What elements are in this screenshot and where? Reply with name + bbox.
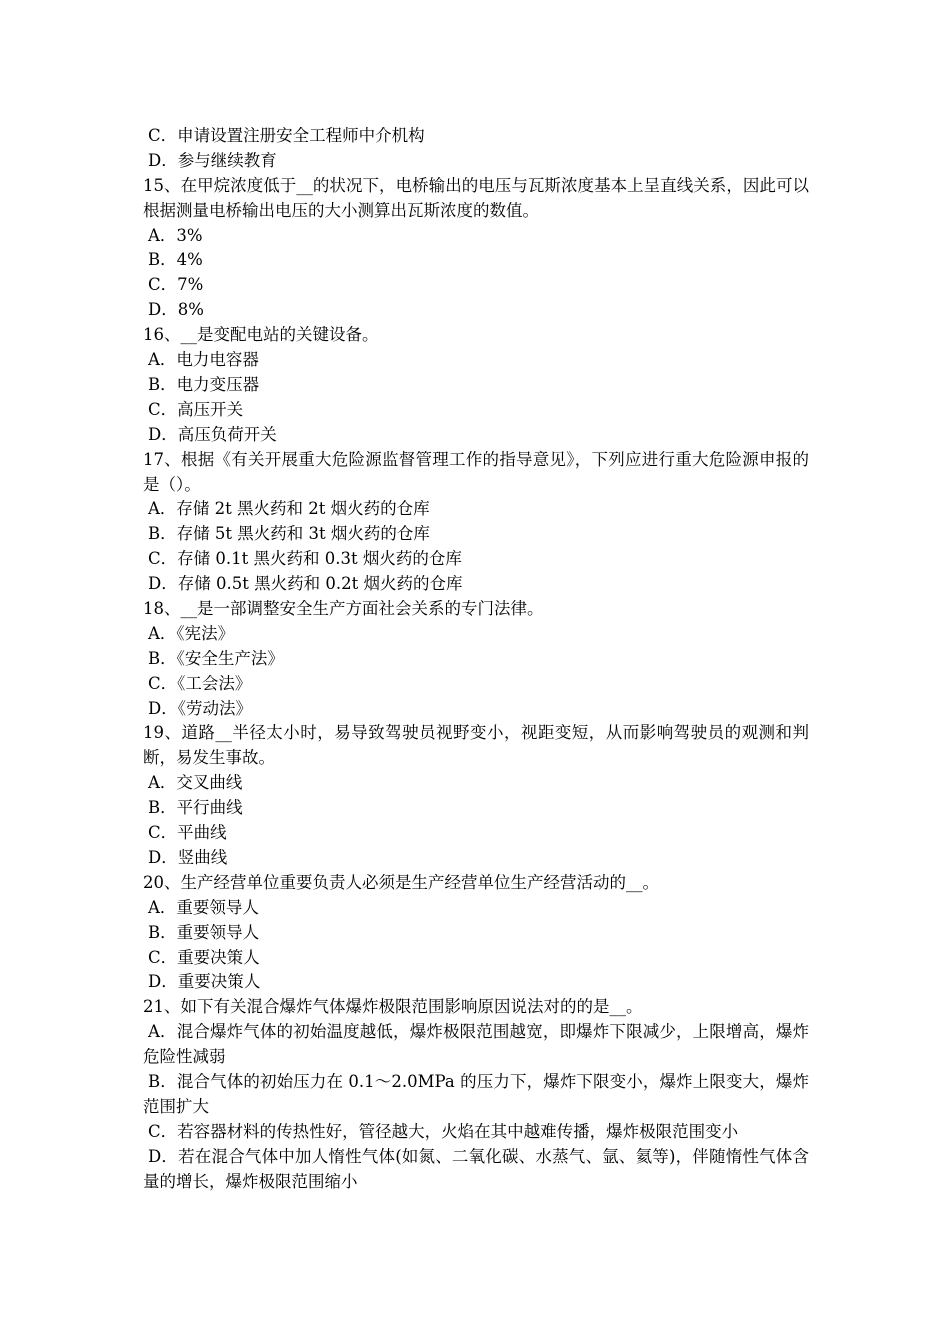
option-line: A．《宪法》	[148, 623, 235, 643]
question-16: 16、__是变配电站的关键设备。	[143, 325, 379, 345]
option-line: C．重要决策人	[148, 947, 260, 967]
option-line: B．存储 5t 黑火药和 3t 烟火药的仓库	[148, 524, 430, 544]
option-line: B．平行曲线	[148, 798, 243, 818]
option-line: D．竖曲线	[148, 847, 228, 867]
question-20: 20、生产经营单位重要负责人必须是生产经营单位生产经营活动的__。	[143, 872, 659, 892]
option-line: D．高压负荷开关	[148, 424, 277, 444]
option-line: D．8%	[148, 300, 204, 320]
option-line: A．混合爆炸气体的初始温度越低，爆炸极限范围越宽，即爆炸下限减少，上限增高，爆炸危险性减弱	[143, 1022, 809, 1067]
option-line: A．交叉曲线	[148, 773, 243, 793]
option-line: D．参与继续教育	[148, 150, 277, 170]
option-line: B．《安全生产法》	[148, 648, 284, 668]
option-line: C．若容器材料的传热性好，管径越大，火焰在其中越难传播，爆炸极限范围变小	[148, 1121, 739, 1141]
option-line: C．7%	[148, 275, 204, 295]
option-line: C．存储 0.1t 黑火药和 0.3t 烟火药的仓库	[148, 549, 462, 569]
option-line: A．重要领导人	[148, 897, 259, 917]
option-line: B．4%	[148, 250, 203, 270]
question-19: 19、道路__半径太小时，易导致驾驶员视野变小，视距变短，从而影响驾驶员的观测和判断，易发生事故。	[143, 723, 809, 768]
option-line: C．申请设置注册安全工程师中介机构	[148, 126, 425, 145]
question-15: 15、在甲烷浓度低于__的状况下，电桥输出的电压与瓦斯浓度基本上呈直线关系，因此可以根据测量电桥输出电压的大小测算出瓦斯浓度的数值。	[143, 175, 809, 220]
option-line: D．若在混合气体中加人惰性气体(如氮、二氧化碳、水蒸气、氩、氦等)，伴随惰性气体含量的增长，爆炸极限范围缩小	[143, 1146, 809, 1191]
question-17: 17、根据《有关开展重大危险源监督管理工作的指导意见》，下列应进行重大危险源申报的是（）。	[143, 449, 809, 494]
question-18: 18、__是一部调整安全生产方面社会关系的专门法律。	[143, 599, 544, 618]
option-line: B．电力变压器	[148, 374, 260, 394]
document-body	[143, 124, 809, 1195]
option-line: B．重要领导人	[148, 922, 260, 942]
option-line: D．《劳动法》	[148, 698, 252, 718]
option-line: C．高压开关	[148, 399, 244, 419]
question-21: 21、如下有关混合爆炸气体爆炸极限范围影响原因说法对的的是__。	[143, 997, 643, 1017]
option-line: C．平曲线	[148, 823, 227, 843]
option-line: A．存储 2t 黑火药和 2t 烟火药的仓库	[148, 499, 430, 519]
option-line: B．混合气体的初始压力在 0.1～2.0MPa 的压力下，爆炸下限变小，爆炸上限变大，爆炸范围扩大	[143, 1072, 809, 1116]
option-line: A．电力电容器	[148, 350, 259, 370]
option-line: D．重要决策人	[148, 972, 261, 992]
option-line: C．《工会法》	[148, 673, 252, 693]
option-line: D．存储 0.5t 黑火药和 0.2t 烟火药的仓库	[148, 574, 463, 594]
option-line: A．3%	[148, 225, 203, 245]
